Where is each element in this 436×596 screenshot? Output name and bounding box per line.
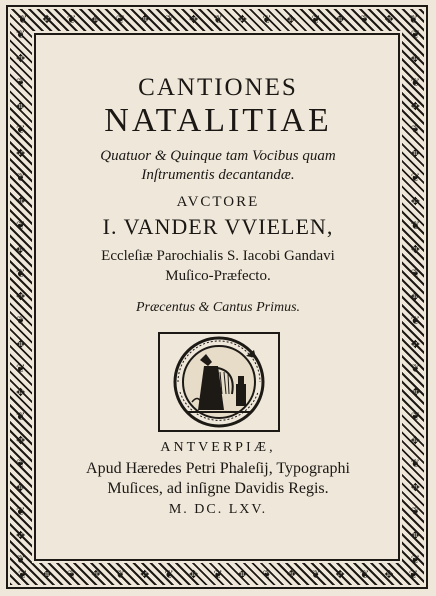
ornament-row-bottom: ❦ ✥ ❦ ✥ ❦ ✥ ❦ ✥ ❦ ✥ ❦ ✥ ❦ ✥ ❦ ✥ ❦	[18, 569, 418, 581]
part-name: Præcentus & Cantus Primus.	[135, 300, 301, 315]
subtitle-line-2: Inſtrumentis decantandæ.	[141, 167, 295, 183]
subtitle-line-1: Quatuor & Quinque tam Vocibus quam	[100, 148, 336, 164]
title-line-1: CANTIONES	[138, 74, 298, 101]
imprint-line-2: Muſices, ad inſigne Davidis Regis.	[107, 480, 329, 497]
author-name: I. VANDER VVIELEN,	[102, 214, 334, 239]
david-harp-woodcut-icon	[158, 332, 280, 432]
auctore-label: AVCTORE	[176, 194, 260, 210]
imprint-line-1: Apud Hæredes Petri Phaleſij, Typographi	[86, 460, 350, 477]
author-office-line-1: Eccleſiæ Parochialis S. Iacobi Gandavi	[101, 248, 335, 264]
ornament-column-right: ❦ ✥ ❦ ✥ ❦ ✥ ❦ ✥ ❦ ✥ ❦ ✥ ❦ ✥ ❦ ✥ ❦ ✥ ❦ ✥ ❦ ✥ ❦	[410, 29, 420, 566]
ornament-row-top: ❦ ✥ ❦ ✥ ❦ ✥ ❦ ✥ ❦ ✥ ❦ ✥ ❦ ✥ ❦ ✥ ❦	[18, 14, 418, 26]
title-page-content	[36, 36, 400, 560]
imprint-year: M. DC. LXV.	[168, 502, 268, 517]
author-office-line-2: Muſico-Præfecto.	[165, 268, 271, 284]
imprint-city: ANTVERPIÆ,	[160, 440, 276, 455]
title-line-2: NATALITIAE	[104, 102, 332, 139]
ornament-column-left: ❦ ✥ ❦ ✥ ❦ ✥ ❦ ✥ ❦ ✥ ❦ ✥ ❦ ✥ ❦ ✥ ❦ ✥ ❦ ✥ ❦ ✥ ❦	[16, 29, 26, 566]
